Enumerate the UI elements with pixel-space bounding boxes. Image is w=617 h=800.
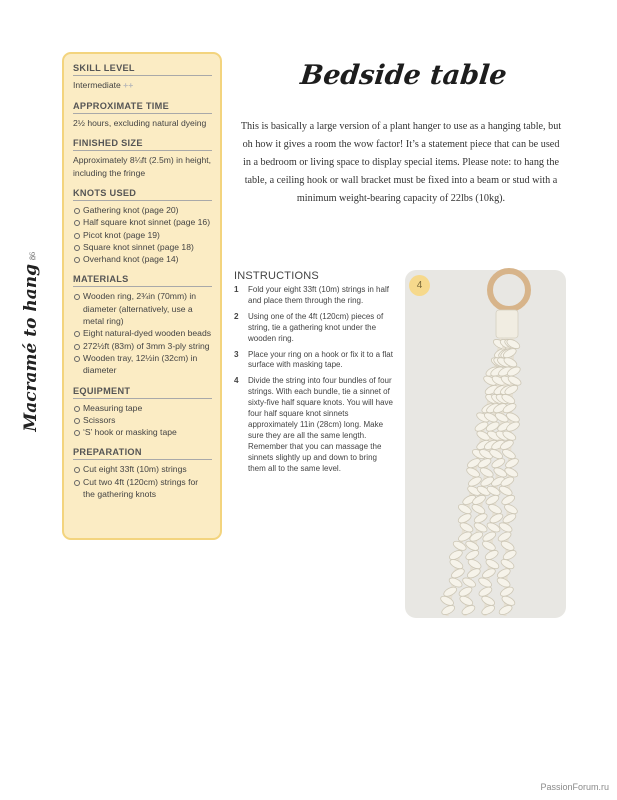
- materials-list: [73, 290, 212, 376]
- step-number: 3: [234, 349, 239, 359]
- list-item: Overhand knot (page 14): [73, 253, 212, 265]
- list-item: Cut eight 33ft (10m) strings: [73, 463, 212, 475]
- step-number: 2: [234, 311, 239, 321]
- list-item: Picot knot (page 19): [73, 229, 212, 241]
- step-number: 4: [234, 376, 239, 386]
- skill-marks: ++: [123, 80, 134, 90]
- knots-heading: KNOTS USED: [73, 188, 212, 201]
- skill-value: Intermediate: [73, 80, 121, 90]
- knots-list: [73, 204, 212, 265]
- step-text: Using one of the 4ft (120cm) pieces of string, tie a gathering knot under the wooden ring.: [248, 311, 384, 343]
- macrame-illustration: [405, 270, 566, 618]
- step-text: Divide the string into four bundles of four strings. With each bundle, tie a sinnet of sixty-five half square knots. You will have four half square knot sinnets approximately 11in (28cm) long. Make sure they are all the same length. Remember that you can massage the sinnets slightly up and down to bring them all to the same level.: [248, 376, 393, 473]
- gathering-knot: [496, 310, 518, 338]
- sinnets-group: [439, 338, 522, 617]
- watermark: PassionForum.ru: [540, 782, 609, 792]
- list-item: Scissors: [73, 414, 212, 426]
- list-item: ‘S’ hook or masking tape: [73, 426, 212, 438]
- instruction-step: [234, 350, 394, 372]
- intro-paragraph: This is basically a large version of a plant hanger to use as a hanging table, but oh how it gives a room the wow factor! It’s a statement piece that can be used in a bedroom or living space to display special items. Please note: to hang the table, a ceiling hook or wall bracket must be fixed into a beam or stud with a minimum weight-bearing capacity of 22lbs (10kg).: [240, 121, 562, 204]
- page-title: [298, 52, 509, 96]
- preparation-heading: PREPARATION: [73, 447, 212, 460]
- instruction-step: [234, 376, 394, 474]
- materials-heading: MATERIALS: [73, 274, 212, 287]
- list-item: Cut two 4ft (120cm) strings for the gathering knots: [73, 476, 212, 501]
- page-number: 86: [28, 252, 37, 260]
- side-title-svg: [10, 248, 46, 432]
- project-info-box: [62, 52, 222, 540]
- wooden-ring: [490, 271, 528, 309]
- equipment-list: [73, 402, 212, 439]
- list-item: Half square knot sinnet (page 16): [73, 216, 212, 228]
- list-item: 272½ft (83m) of 3mm 3-ply string: [73, 340, 212, 352]
- step-number: 1: [234, 285, 239, 294]
- instructions: [234, 270, 394, 480]
- instruction-step: [234, 285, 394, 307]
- step-text: Place your ring on a hook or fix it to a flat surface with masking tape.: [248, 349, 393, 370]
- side-section-title: [10, 248, 46, 432]
- time-value: 2½ hours, excluding natural dyeing: [73, 117, 207, 128]
- step-badge: 4: [409, 275, 430, 296]
- step-text: Fold your eight 33ft (10m) strings in half and place them through the ring.: [248, 285, 389, 305]
- list-item: Measuring tape: [73, 402, 212, 414]
- size-value: Approximately 8¼ft (2.5m) in height, including the fringe: [73, 155, 212, 178]
- list-item: Wooden ring, 2¾in (70mm) in diameter (alternatively, use a metal ring): [73, 290, 212, 327]
- instruction-step: [234, 312, 394, 345]
- instructions-heading: INSTRUCTIONS: [234, 270, 319, 282]
- time-heading: APPROXIMATE TIME: [73, 101, 212, 114]
- skill-level: [73, 79, 212, 92]
- equipment-heading: EQUIPMENT: [73, 386, 212, 399]
- knot-twist: [480, 604, 496, 617]
- page-title-text: Bedside table: [298, 60, 509, 91]
- title-svg: [298, 52, 509, 96]
- list-item: Wooden tray, 12½in (32cm) in diameter: [73, 352, 212, 377]
- step-photo: [405, 270, 566, 618]
- size-heading: FINISHED SIZE: [73, 138, 212, 151]
- skill-heading: SKILL LEVEL: [73, 63, 212, 76]
- list-item: Eight natural-dyed wooden beads: [73, 327, 212, 339]
- preparation-list: [73, 463, 212, 500]
- list-item: Gathering knot (page 20): [73, 204, 212, 216]
- list-item: Square knot sinnet (page 18): [73, 241, 212, 253]
- side-title-text: Macramé to hang: [21, 264, 41, 432]
